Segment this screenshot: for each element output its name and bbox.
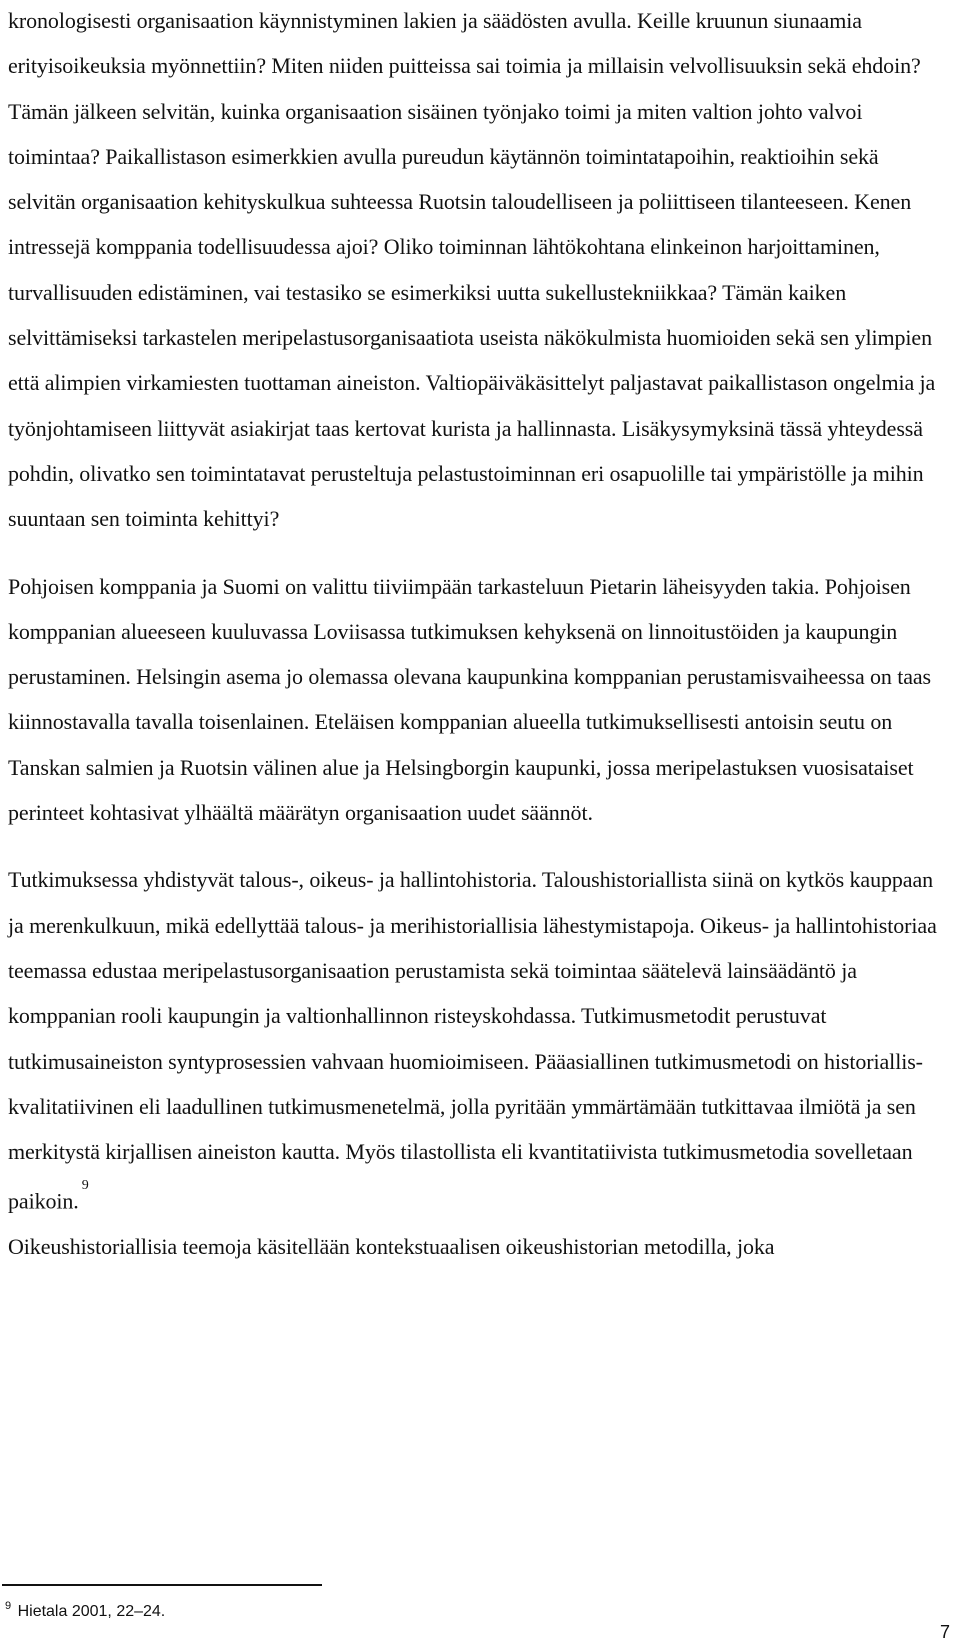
page-number: 7 bbox=[939, 1622, 950, 1642]
footnote-reference[interactable]: 9 bbox=[81, 1178, 89, 1194]
footnote bbox=[5, 1600, 166, 1621]
paragraph-3 bbox=[8, 857, 943, 1269]
body-text bbox=[8, 0, 943, 1269]
footnote-number: 9 bbox=[5, 1600, 12, 1612]
paragraph-3-text: Tutkimuksessa yhdistyvät talous-, oikeus- ja hallintohistoria. Taloushistoriallista siinä on kytkös kauppaan ja merenkulkuun, mikä edellyttää talous- ja merihistoriallisia lähestymistapoja. Oikeus- ja hallintohistoriaa teemassa edustaa meripelastusorganisaation perustamista sekä toimintaa säätelevä lainsäädäntö ja komppanian rooli kaupungin ja valtionhallinnon risteyskohdassa. Tutkimusmetodit perustuvat tutkimusaineiston syntyprosessien vahvaan huomioimiseen. Pääasiallinen tutkimusmetodi on historiallis-kvalitatiivinen eli laadullinen tutkimusmenetelmä, jolla pyritään ymmärtämään tutkittavaa ilmiötä ja sen merkitystä kirjallisen aineiston kautta. Myös tilastollista eli kvantitatiivista tutkimusmetodia sovelletaan paikoin. bbox=[8, 867, 937, 1214]
paragraph-2 bbox=[8, 564, 943, 836]
paragraph-1-text: kronologisesti organisaation käynnistyminen lakien ja säädösten avulla. Keille kruunun siunaamia erityisoikeuksia myönnettiin? Miten niiden puitteissa sai toimia ja millaisin velvollisuuksin sekä ehdoin? Tämän jälkeen selvitän, kuinka organisaation sisäinen työnjako toimi ja miten valtion johto valvoi toimintaa? Paikallistason esimerkkien avulla pureudun käytännön toimintatapoihin, reaktioihin sekä selvitän organisaation kehityskulkua suhteessa Ruotsin taloudelliseen ja poliittiseen tilanteeseen. Kenen intressejä komppania todellisuudessa ajoi? Oliko toiminnan lähtökohtana elinkeinon harjoittaminen, turvallisuuden edistäminen, vai testasiko se esimerkiksi uutta sukellustekniikkaa? Tämän kaiken selvittämiseksi tarkastelen meripelastusorganisaatiota useista näkökulmista huomioiden sekä sen ylimpien että alimpien virkamiesten tuottaman aineiston. Valtiopäiväkäsittelyt paljastavat paikallistason ongelmia ja työnjohtamiseen liittyvät asiakirjat taas kertovat kurista ja hallinnasta. Lisäkysymyksinä tässä yhteydessä pohdin, olivatko sen toimintatavat perusteltuja pelastustoiminnan eri osapuolille tai ympäristölle ja mihin suuntaan sen toiminta kehittyi? bbox=[8, 8, 936, 532]
paragraph-2-text: Pohjoisen komppania ja Suomi on valittu tiiviimpään tarkasteluun Pietarin läheisyyden takia. Pohjoisen komppanian alueeseen kuuluvassa Loviisassa tutkimuksen kehyksenä on linnoitustöiden ja kaupungin perustaminen. Helsingin asema jo olemassa olevana kaupunkina komppanian perustamisvaiheessa on taas kiinnostavalla tavalla toisenlainen. Eteläisen komppanian alueella tutkimuksellisesti antoisin seutu on Tanskan salmien ja Ruotsin välinen alue ja Helsingborgin kaupunki, jossa meripelastuksen vuosisataiset perinteet kohtasivat ylhäältä määrätyn organisaation uudet säännöt. bbox=[8, 573, 932, 826]
footnote-divider bbox=[2, 1584, 322, 1586]
paragraph-1 bbox=[8, 0, 943, 542]
footnote-text: Hietala 2001, 22–24. bbox=[17, 1603, 166, 1620]
paragraph-3-continuation: Oikeushistoriallisia teemoja käsitellään kontekstuaalisen oikeushistorian metodilla, joka bbox=[8, 1234, 775, 1260]
